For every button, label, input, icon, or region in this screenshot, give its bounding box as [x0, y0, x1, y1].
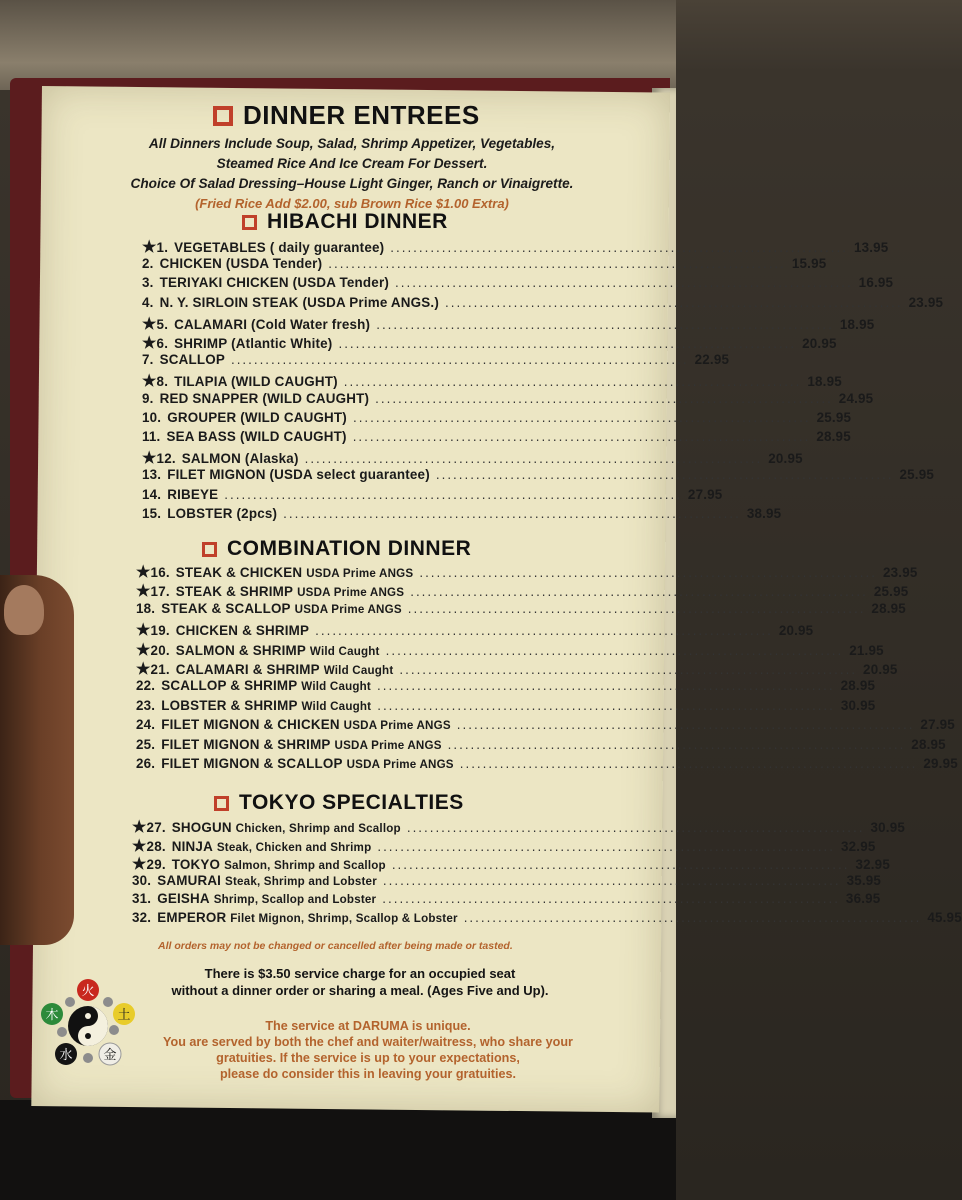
- menu-item: [136, 620, 814, 640]
- intro-line: Steamed Rice And Ice Cream For Dessert.: [216, 156, 488, 171]
- item-number: 28.: [146, 838, 166, 854]
- dot-leader: ................................................................................: [376, 316, 834, 332]
- menu-item: [142, 448, 803, 468]
- item-number: 8.: [156, 374, 169, 390]
- dot-leader: ................................................................................: [343, 374, 802, 390]
- square-bullet-icon: [214, 796, 229, 811]
- intro-line: All Dinners Include Soup, Salad, Shrimp Appetizer, Vegetables,: [148, 136, 556, 151]
- item-number: 12.: [156, 451, 176, 467]
- item-name: SALMON & SHRIMP: [175, 642, 306, 658]
- dot-leader: ................................................................................: [315, 623, 773, 639]
- menu-item: [136, 600, 906, 616]
- item-number: 21.: [150, 662, 170, 677]
- item-name: STEAK & SHRIMP: [175, 584, 294, 600]
- item-price: 25.95: [816, 409, 852, 425]
- item-name: FILET MIGNON (USDA select guarantee): [167, 467, 430, 483]
- recommended-star-icon: ★: [142, 239, 157, 256]
- dot-leader: ................................................................................: [352, 429, 811, 444]
- item-name: CHICKEN (USDA Tender): [159, 256, 323, 272]
- recommended-star-icon: ★: [142, 315, 157, 333]
- menu-item: [142, 256, 827, 272]
- item-number: 22.: [136, 678, 156, 694]
- item-detail: Chicken, Shrimp and Scallop: [235, 822, 401, 835]
- item-name: SCALLOP & SHRIMP: [161, 678, 298, 694]
- earth-glyph: 土: [117, 1008, 131, 1023]
- item-price: 16.95: [858, 275, 894, 291]
- item-number: 25.: [136, 736, 156, 752]
- recommended-star-icon: ★: [136, 583, 151, 601]
- item-detail: USDA Prime ANGS: [294, 602, 402, 616]
- item-price: 29.95: [923, 756, 958, 771]
- square-bullet-icon: [202, 542, 217, 557]
- table-shadow: [0, 1100, 676, 1200]
- item-number: 19.: [150, 623, 170, 639]
- menu-item: [142, 275, 894, 291]
- item-price: 45.95: [927, 910, 962, 925]
- menu-item: [142, 294, 944, 310]
- item-detail: Steak, Chicken and Shrimp: [216, 840, 372, 854]
- item-name: FILET MIGNON & SCALLOP: [161, 756, 343, 771]
- item-detail: Steak, Shrimp and Lobster: [225, 874, 377, 888]
- dot-leader: ................................................................................: [283, 505, 741, 521]
- daruma-line: gratuities. If the service is up to your expectations,: [216, 1051, 520, 1065]
- menu-item: [132, 817, 905, 837]
- dot-leader: ................................................................................: [377, 838, 835, 854]
- item-price: 28.95: [911, 736, 946, 752]
- dot-leader: ................................................................................: [390, 240, 848, 255]
- tokyo-specialties-heading: [214, 791, 464, 815]
- item-name: STEAK & SCALLOP: [161, 600, 291, 616]
- menu-item: [136, 562, 918, 582]
- fire-glyph: 火: [81, 984, 95, 999]
- menu-item: [136, 697, 876, 713]
- daruma-line: The service at DARUMA is unique.: [265, 1019, 471, 1033]
- item-number: 14.: [142, 486, 162, 502]
- recommended-star-icon: ★: [136, 661, 151, 678]
- item-name: VEGETABLES ( daily guarantee): [174, 240, 385, 255]
- item-name: GEISHA: [157, 891, 210, 907]
- square-bullet-icon: [213, 106, 233, 126]
- item-detail: Salmon, Shrimp and Scallop: [224, 859, 386, 873]
- menu-item: [136, 659, 898, 679]
- item-name: SALMON (Alaska): [181, 451, 299, 467]
- menu-item: [142, 467, 935, 483]
- dot-leader: ................................................................................: [447, 736, 906, 752]
- menu-item: [132, 891, 881, 907]
- menu-item: [142, 333, 837, 353]
- dot-leader: ................................................................................: [304, 451, 763, 467]
- item-number: 20.: [150, 642, 170, 658]
- dot-leader: ................................................................................: [395, 275, 853, 291]
- item-price: 21.95: [849, 642, 884, 658]
- water-glyph: 水: [59, 1048, 73, 1063]
- menu-item: [142, 486, 723, 502]
- item-name: CALAMARI & SHRIMP: [175, 662, 320, 677]
- item-price: 28.95: [871, 600, 906, 616]
- intro-extra-note: (Fried Rice Add $2.00, sub Brown Rice $1.00 Extra): [195, 196, 509, 211]
- section-title: HIBACHI DINNER: [267, 210, 448, 233]
- recommended-star-icon: ★: [136, 622, 151, 640]
- item-price: 24.95: [838, 390, 874, 406]
- item-name: SCALLOP: [159, 352, 225, 368]
- item-name: TILAPIA (WILD CAUGHT): [174, 374, 338, 390]
- item-price: 32.95: [855, 857, 890, 873]
- item-price: 36.95: [845, 891, 881, 907]
- table-background: [0, 0, 676, 90]
- dot-leader: ................................................................................: [230, 352, 689, 368]
- item-name: SHRIMP (Atlantic White): [174, 336, 333, 351]
- dinner-entrees-title: DINNER ENTREES: [243, 100, 480, 130]
- item-price: 27.95: [687, 486, 723, 502]
- item-price: 18.95: [807, 374, 842, 390]
- menu-item: [132, 910, 962, 925]
- dot-leader: ................................................................................: [435, 467, 894, 483]
- daruma-gratuity-note: [118, 1018, 618, 1082]
- item-price: 30.95: [840, 697, 876, 713]
- item-price: 13.95: [853, 240, 889, 255]
- dot-leader: ................................................................................: [410, 584, 868, 600]
- item-detail: Wild Caught: [301, 699, 372, 713]
- item-price: 20.95: [778, 623, 814, 639]
- item-number: 32.: [132, 910, 152, 925]
- menu-item: [136, 581, 909, 601]
- item-price: 28.95: [816, 429, 851, 444]
- item-price: 27.95: [920, 717, 955, 733]
- service-charge-line: without a dinner order or sharing a meal. (Ages Five and Up).: [171, 983, 549, 998]
- dot-leader: ................................................................................: [338, 336, 797, 351]
- item-price: 20.95: [863, 662, 898, 677]
- dot-leader: ................................................................................: [445, 294, 903, 310]
- recommended-star-icon: ★: [136, 641, 151, 659]
- item-name: CALAMARI (Cold Water fresh): [174, 316, 371, 332]
- menu-item: [142, 409, 852, 425]
- item-number: 30.: [132, 872, 152, 888]
- item-price: 22.95: [694, 352, 730, 368]
- item-number: 1.: [156, 240, 169, 255]
- menu-item: [142, 352, 730, 368]
- dot-leader: ................................................................................: [328, 256, 786, 272]
- item-price: 23.95: [908, 294, 944, 310]
- menu-item: [142, 314, 875, 334]
- dot-leader: ................................................................................: [377, 678, 835, 694]
- daruma-line: You are served by both the chef and waiter/waitress, who share your: [163, 1035, 573, 1049]
- item-number: 5.: [156, 316, 169, 332]
- item-number: 17.: [150, 584, 170, 600]
- item-price: 23.95: [882, 565, 918, 580]
- item-number: 3.: [142, 275, 154, 291]
- item-detail: Wild Caught: [323, 664, 394, 677]
- item-detail: Filet Mignon, Shrimp, Scallop & Lobster: [230, 912, 458, 925]
- item-number: 10.: [142, 409, 162, 425]
- menu-item: [132, 872, 882, 888]
- item-price: 32.95: [841, 838, 876, 854]
- item-detail: USDA Prime ANGS: [334, 738, 442, 752]
- item-number: 15.: [142, 505, 162, 521]
- menu-item: [136, 717, 955, 733]
- item-name: N. Y. SIRLOIN STEAK (USDA Prime ANGS.): [159, 294, 439, 310]
- item-name: FILET MIGNON & SHRIMP: [161, 736, 331, 752]
- square-bullet-icon: [242, 215, 257, 230]
- dot-leader: ................................................................................: [406, 820, 865, 835]
- dot-leader: ................................................................................: [224, 486, 682, 502]
- item-detail: Wild Caught: [309, 644, 380, 658]
- menu-item: [136, 756, 958, 771]
- item-name: SEA BASS (WILD CAUGHT): [166, 429, 347, 444]
- wood-glyph: 木: [45, 1008, 59, 1023]
- item-number: 26.: [136, 756, 156, 771]
- item-price: 25.95: [873, 584, 909, 600]
- item-name: LOBSTER (2pcs): [167, 505, 278, 521]
- metal-glyph: 金: [103, 1048, 117, 1063]
- item-number: 18.: [136, 600, 156, 616]
- menu-item: [142, 371, 842, 391]
- recommended-star-icon: ★: [142, 335, 157, 352]
- item-detail: Shrimp, Scallop and Lobster: [213, 893, 377, 907]
- item-price: 15.95: [791, 256, 827, 272]
- combination-dinner-heading: [202, 537, 471, 561]
- recommended-star-icon: ★: [132, 837, 147, 855]
- service-charge-note: [150, 965, 570, 999]
- item-price: 25.95: [899, 467, 935, 483]
- hibachi-dinner-heading: [242, 210, 448, 234]
- item-number: 9.: [142, 390, 154, 406]
- item-detail: USDA Prime ANGS: [346, 758, 454, 771]
- item-name: STEAK & CHICKEN: [175, 565, 303, 580]
- dot-leader: ................................................................................: [456, 717, 915, 733]
- menu-item: [142, 390, 874, 406]
- item-name: CHICKEN & SHRIMP: [175, 623, 310, 639]
- item-detail: USDA Prime ANGS: [297, 586, 405, 600]
- item-name: EMPEROR: [157, 910, 227, 925]
- intro-line: Choice Of Salad Dressing–House Light Ginger, Ranch or Vinaigrette.: [130, 176, 574, 191]
- menu-item: [142, 505, 782, 521]
- item-number: 24.: [136, 717, 156, 733]
- item-name: LOBSTER & SHRIMP: [161, 697, 298, 713]
- item-price: 20.95: [768, 451, 803, 467]
- item-number: 7.: [142, 352, 154, 368]
- item-number: 13.: [142, 467, 162, 483]
- recommended-star-icon: ★: [132, 856, 147, 874]
- item-price: 35.95: [846, 872, 882, 888]
- dot-leader: ................................................................................: [419, 565, 877, 580]
- item-detail: USDA Prime ANGS: [306, 567, 414, 580]
- item-name: FILET MIGNON & CHICKEN: [161, 717, 340, 733]
- menu-item: [142, 429, 851, 444]
- recommended-star-icon: ★: [142, 450, 157, 468]
- dinner-entrees-heading: [213, 100, 480, 131]
- recommended-star-icon: ★: [132, 819, 147, 836]
- service-charge-line: There is $3.50 service charge for an occupied seat: [204, 966, 516, 981]
- item-number: 16.: [150, 565, 170, 580]
- section-title: COMBINATION DINNER: [227, 537, 472, 560]
- item-number: 2.: [142, 256, 154, 272]
- menu-item: [136, 640, 884, 660]
- daruma-line: please do consider this in leaving your gratuities.: [219, 1067, 517, 1081]
- dot-leader: ................................................................................: [375, 390, 833, 406]
- item-price: 18.95: [839, 316, 875, 332]
- orders-note: All orders may not be changed or cancelled after being made or tasted.: [158, 940, 513, 952]
- dot-leader: ................................................................................: [399, 662, 858, 677]
- item-price: 30.95: [870, 820, 905, 835]
- dot-leader: ................................................................................: [407, 600, 866, 616]
- dinner-intro: [112, 134, 592, 214]
- item-name: TERIYAKI CHICKEN (USDA Tender): [159, 275, 390, 291]
- item-number: 11.: [142, 429, 161, 444]
- thumbnail: [4, 585, 44, 635]
- five-elements-logo: [40, 978, 136, 1074]
- item-detail: Wild Caught: [301, 680, 371, 694]
- item-number: 6.: [156, 336, 169, 351]
- recommended-star-icon: ★: [136, 564, 151, 581]
- item-number: 31.: [132, 891, 152, 907]
- item-name: TOKYO: [171, 857, 221, 873]
- dot-leader: ................................................................................: [352, 409, 811, 425]
- menu-item: [132, 854, 890, 874]
- item-name: NINJA: [171, 838, 213, 854]
- item-name: RIBEYE: [167, 486, 219, 502]
- item-number: 23.: [136, 697, 156, 713]
- section-title: TOKYO SPECIALTIES: [239, 791, 464, 814]
- item-number: 29.: [146, 857, 166, 873]
- item-name: SAMURAI: [157, 872, 222, 888]
- item-price: 38.95: [746, 505, 782, 521]
- dot-leader: ................................................................................: [382, 872, 841, 888]
- item-name: GROUPER (WILD CAUGHT): [167, 409, 347, 425]
- item-number: 4.: [142, 294, 154, 310]
- recommended-star-icon: ★: [142, 373, 157, 391]
- item-detail: USDA Prime ANGS: [343, 719, 451, 733]
- item-price: 20.95: [802, 336, 837, 351]
- dot-leader: ................................................................................: [377, 697, 835, 713]
- menu-item: [136, 736, 946, 752]
- menu-item: [132, 836, 876, 856]
- item-price: 28.95: [840, 678, 876, 694]
- item-name: SHOGUN: [171, 820, 232, 835]
- dot-leader: ................................................................................: [385, 642, 844, 658]
- dot-leader: ................................................................................: [459, 756, 918, 771]
- dot-leader: ................................................................................: [463, 910, 922, 925]
- item-name: RED SNAPPER (WILD CAUGHT): [159, 390, 370, 406]
- item-number: 27.: [146, 820, 166, 835]
- dot-leader: ................................................................................: [391, 857, 850, 873]
- menu-item: [136, 678, 876, 694]
- menu-item: [142, 237, 889, 257]
- dot-leader: ................................................................................: [382, 891, 840, 907]
